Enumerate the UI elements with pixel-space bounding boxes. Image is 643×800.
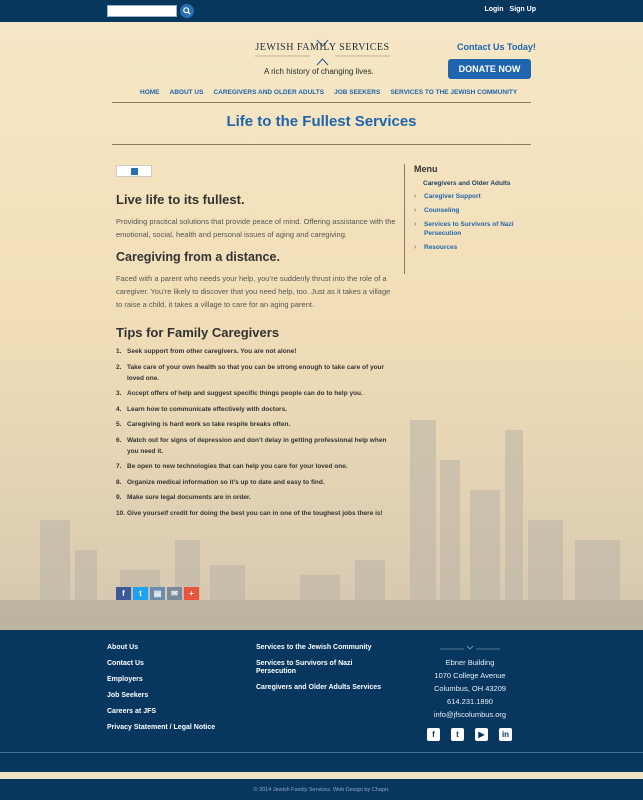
page-title: Life to the Fullest Services — [226, 113, 417, 130]
list-item: 3. Accept offers of help and suggest specific things people can do to help you. — [116, 390, 363, 397]
heading-tips: Tips for Family Caregivers — [116, 325, 280, 340]
print-icon[interactable]: ▤ — [150, 587, 165, 600]
address-phone[interactable]: 614.231.1890 — [447, 697, 493, 706]
footer-link-jewish-community[interactable]: Services to the Jewish Community — [256, 644, 372, 651]
footer-column-1 — [107, 644, 215, 740]
footer-social-icons — [427, 728, 512, 741]
facebook-icon[interactable]: f — [427, 728, 440, 741]
chevron-right-icon: › — [414, 244, 417, 251]
intro-paragraph: Providing practical solutions that provide peace of mind. Offering assistance with the emotional, social, health and personal issues of aging and caregiving. — [116, 217, 396, 239]
nav-jewish-community[interactable]: SERVICES TO THE JEWISH COMMUNITY — [390, 89, 518, 96]
main-area — [0, 22, 643, 630]
tips-list — [116, 346, 398, 519]
search-button[interactable] — [180, 4, 194, 18]
footer-column-2 — [256, 644, 386, 700]
sidebar-item-resources[interactable]: › Resources — [414, 244, 458, 251]
distance-paragraph: Faced with a parent who needs your help, you’re suddenly thrust into the role of a caregiver. You’re likely to discover that you need help, too. Just as it takes a village to raise a child, it takes a village to care for an aging parent. — [116, 274, 391, 309]
social-share-bar — [116, 587, 199, 600]
login-link[interactable]: Login — [484, 6, 504, 13]
footer-link-caregivers[interactable]: Caregivers and Older Adults Services — [256, 684, 382, 691]
address-building: Ebner Building — [445, 658, 495, 667]
list-item: 2. Take care of your own health so that you can be strong enough to take care of your loved one. — [116, 363, 385, 382]
youtube-icon[interactable]: ▶ — [475, 728, 488, 741]
list-item: 5. Caregiving is hard work so take respite breaks often. — [116, 421, 291, 428]
search-icon — [183, 7, 191, 15]
search-input[interactable] — [107, 5, 177, 17]
main-nav — [140, 89, 517, 96]
nav-home[interactable]: HOME — [140, 89, 160, 96]
signup-link[interactable]: Sign Up — [509, 6, 536, 13]
email-icon[interactable]: ✉ — [167, 587, 182, 600]
list-item: 6. Watch out for signs of depression and don’t delay in getting professional help when you need it. — [116, 436, 387, 455]
list-item: 7. Be open to new technologies that can help you care for your loved one. — [116, 463, 348, 470]
footer-link-privacy[interactable]: Privacy Statement / Legal Notice — [107, 724, 216, 731]
footer-link-employers[interactable]: Employers — [107, 676, 143, 683]
chevron-right-icon: › — [414, 193, 417, 200]
footer — [0, 630, 643, 772]
footer-link-careers[interactable]: Careers at JFS — [107, 708, 157, 715]
list-item: 10. Give yourself credit for doing the best you can in one of the toughest jobs there is! — [116, 509, 383, 517]
nav-caregivers[interactable]: CAREGIVERS AND OLDER ADULTS — [213, 89, 325, 96]
nav-about-us[interactable]: ABOUT US — [169, 89, 204, 96]
address-street: 1070 College Avenue — [434, 671, 506, 680]
footer-link-contact[interactable]: Contact Us — [107, 660, 144, 667]
footer-link-job-seekers[interactable]: Job Seekers — [107, 692, 149, 699]
sidebar-item-survivors[interactable]: › Services to Survivors of Nazi Persecution — [414, 221, 514, 237]
footer-divider — [0, 752, 643, 753]
list-item: 8. Organize medical information so it’s up to date and easy to find. — [116, 478, 325, 486]
tan-band — [0, 772, 643, 779]
nav-job-seekers[interactable]: JOB SEEKERS — [334, 89, 381, 96]
address-city: Columbus, OH 43209 — [433, 684, 507, 693]
list-item: 9. Make sure legal documents are in order. — [116, 494, 251, 501]
donate-button[interactable]: DONATE NOW — [448, 59, 531, 79]
sidebar-item-counseling[interactable]: › Counseling — [414, 207, 460, 214]
main-content — [116, 192, 398, 523]
menu-title: Menu — [414, 164, 438, 174]
address-email[interactable]: info@jfscolumbus.org — [433, 710, 507, 719]
footer-link-survivors[interactable]: Services to Survivors of Nazi Persecution — [256, 660, 353, 675]
divider — [112, 144, 531, 145]
list-item: 1. Seek support from other caregivers. You are not alone! — [116, 348, 297, 355]
twitter-icon[interactable]: t — [451, 728, 464, 741]
sidebar-menu — [404, 164, 534, 274]
more-share-icon[interactable]: + — [184, 587, 199, 600]
footer-logo — [440, 640, 500, 648]
logo-text: JEWISH FAMILY SERVICES — [255, 42, 390, 53]
twitter-share-icon[interactable]: t — [133, 587, 148, 600]
chevron-right-icon: › — [414, 207, 417, 214]
copyright-text: © 2014 Jewish Family Services. Web Design by Chapri. — [253, 786, 390, 793]
linkedin-icon[interactable]: in — [499, 728, 512, 741]
divider — [112, 102, 531, 103]
sidebar-item-caregiver-support[interactable]: › Caregiver Support — [414, 193, 481, 200]
footer-address — [415, 640, 525, 721]
facebook-share-icon[interactable]: f — [116, 587, 131, 600]
list-item: 4. Learn how to communicate effectively with doctors. — [116, 405, 288, 413]
share-widget[interactable] — [116, 165, 152, 177]
chevron-right-icon: › — [414, 221, 417, 228]
heading-live-life: Live life to its fullest. — [116, 192, 245, 207]
top-bar — [0, 0, 643, 22]
share-icon — [131, 168, 138, 175]
tagline: A rich history of changing lives. — [264, 67, 374, 76]
copyright-bar — [0, 779, 643, 800]
footer-link-about[interactable]: About Us — [107, 644, 139, 651]
heading-caregiving-distance: Caregiving from a distance. — [116, 250, 280, 264]
menu-heading[interactable]: Caregivers and Older Adults — [423, 180, 511, 187]
contact-us-link[interactable]: Contact Us Today! — [457, 42, 536, 52]
